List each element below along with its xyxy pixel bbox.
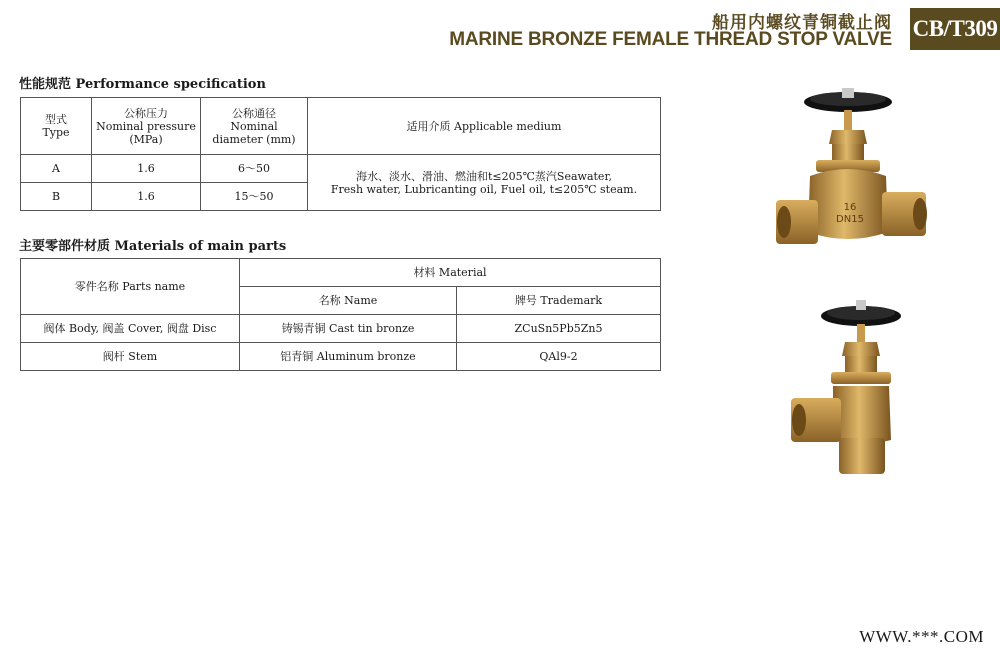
type-cell: B — [21, 183, 92, 211]
medium-line-1: 海水、淡水、滑油、燃油和t≤205℃蒸汽Seawater, — [356, 169, 612, 183]
trademark-cell: ZCuSn5Pb5Zn5 — [457, 315, 661, 343]
medium-line-2: Fresh water, Lubricanting oil, Fuel oil, t≤205℃ steam. — [330, 182, 638, 196]
diameter-cell: 6～50 — [201, 155, 308, 183]
pressure-header — [92, 98, 201, 155]
table-row — [21, 155, 661, 183]
diameter-header-en: Nominal diameter (mm) — [212, 119, 296, 146]
standard-code-badge: CB/T309 — [910, 8, 1000, 50]
pressure-cell: 1.6 — [92, 183, 201, 211]
angle-valve-image — [785, 290, 925, 480]
part-cell: 阀杆 Stem — [21, 343, 240, 371]
pressure-header-cn: 公称压力 — [124, 106, 168, 120]
watermark: WWW.***.COM — [859, 627, 984, 646]
diameter-header-cn: 公称通径 — [232, 106, 276, 120]
type-header-cn: 型式 — [45, 113, 67, 126]
trademark-cell: QAl9-2 — [457, 343, 661, 371]
materials-table — [20, 258, 661, 371]
diameter-cell: 15～50 — [201, 183, 308, 211]
trademark-header: 牌号 Trademark — [457, 287, 661, 315]
performance-table — [20, 97, 661, 211]
type-cell: A — [21, 155, 92, 183]
title-english: MARINE BRONZE FEMALE THREAD STOP VALVE — [449, 29, 892, 50]
type-header-en: Type — [42, 126, 70, 139]
table-row — [21, 315, 661, 343]
straight-globe-valve-image — [770, 82, 940, 267]
pressure-cell: 1.6 — [92, 155, 201, 183]
material-name-cell: 铸锡青铜 Cast tin bronze — [240, 315, 457, 343]
medium-cell — [308, 155, 661, 211]
title-chinese: 船用内螺纹青铜截止阀 — [712, 13, 892, 33]
valve-marking-1: 16 — [843, 202, 857, 213]
diameter-header — [201, 98, 308, 155]
medium-header: 适用介质 Applicable medium — [308, 98, 661, 155]
type-header — [21, 98, 92, 155]
valve-marking-2: DN15 — [836, 214, 864, 225]
part-cell: 阀体 Body, 阀盖 Cover, 阀盘 Disc — [21, 315, 240, 343]
materials-section-title: 主要零部件材质 Materials of main parts — [19, 239, 287, 254]
material-name-cell: 铝青铜 Aluminum bronze — [240, 343, 457, 371]
name-header: 名称 Name — [240, 287, 457, 315]
performance-section-title: 性能规范 Performance specification — [19, 77, 266, 92]
pressure-header-en: Nominal pressure (MPa) — [96, 119, 196, 146]
table-row — [21, 343, 661, 371]
parts-header: 零件名称 Parts name — [21, 259, 240, 315]
material-header: 材料 Material — [240, 259, 661, 287]
